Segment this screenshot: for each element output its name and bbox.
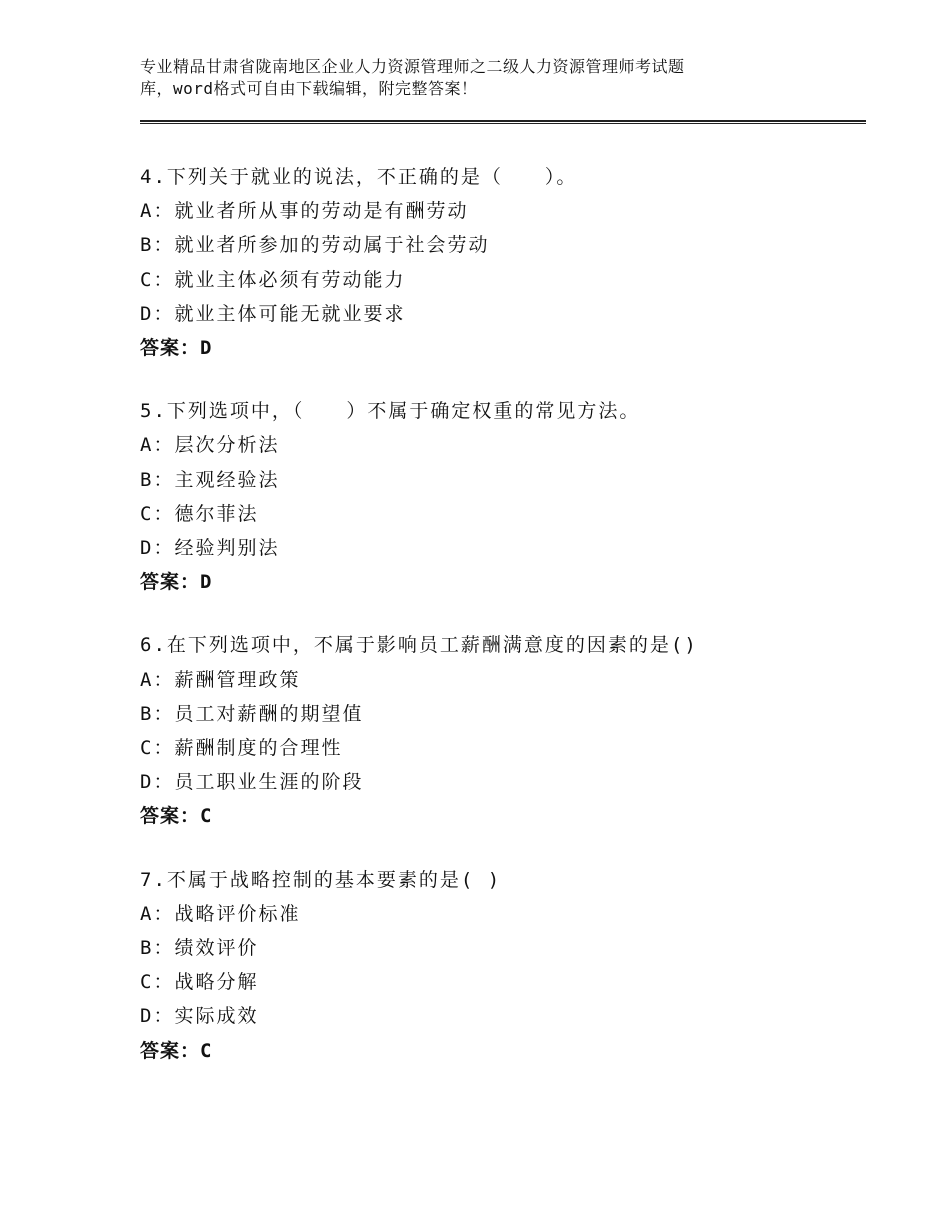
question-stem: 7.不属于战略控制的基本要素的是( ): [140, 868, 502, 891]
question-7: [140, 863, 860, 1068]
answer-label: 答案：D: [140, 337, 213, 360]
option-b: B：绩效评价: [140, 937, 259, 960]
answer-label: 答案：C: [140, 1039, 213, 1062]
header-line-1: 专业精品甘肃省陇南地区企业人力资源管理师之二级人力资源管理师考试题: [140, 57, 685, 76]
header-divider: [140, 120, 866, 124]
question-list: [140, 160, 860, 1097]
question-4: [140, 160, 860, 365]
option-c: C：德尔菲法: [140, 502, 259, 525]
option-a: A：薪酬管理政策: [140, 668, 301, 691]
option-d: D：就业主体可能无就业要求: [140, 302, 406, 325]
option-b: B：就业者所参加的劳动属于社会劳动: [140, 234, 490, 257]
answer-label: 答案：C: [140, 805, 213, 828]
option-c: C：战略分解: [140, 971, 259, 994]
option-c: C：薪酬制度的合理性: [140, 737, 343, 760]
option-d: D：经验判别法: [140, 537, 280, 560]
question-stem: 5.下列选项中，（ ）不属于确定权重的常见方法。: [140, 400, 641, 423]
document-header: [140, 56, 780, 100]
header-line-2: 库，word格式可自由下载编辑，附完整答案！: [140, 79, 478, 98]
option-b: B：员工对薪酬的期望值: [140, 702, 364, 725]
option-d: D：员工职业生涯的阶段: [140, 771, 364, 794]
option-d: D：实际成效: [140, 1005, 259, 1028]
option-a: A：战略评价标准: [140, 902, 301, 925]
question-5: [140, 394, 860, 599]
answer-label: 答案：D: [140, 571, 213, 594]
question-stem: 4.下列关于就业的说法，不正确的是（ ）。: [140, 166, 578, 188]
option-a: A：就业者所从事的劳动是有酬劳动: [140, 200, 469, 223]
question-stem: 6.在下列选项中，不属于影响员工薪酬满意度的因素的是(): [140, 634, 698, 657]
option-a: A：层次分析法: [140, 434, 280, 457]
question-6: [140, 628, 860, 833]
option-c: C：就业主体必须有劳动能力: [140, 268, 406, 291]
option-b: B：主观经验法: [140, 468, 280, 491]
